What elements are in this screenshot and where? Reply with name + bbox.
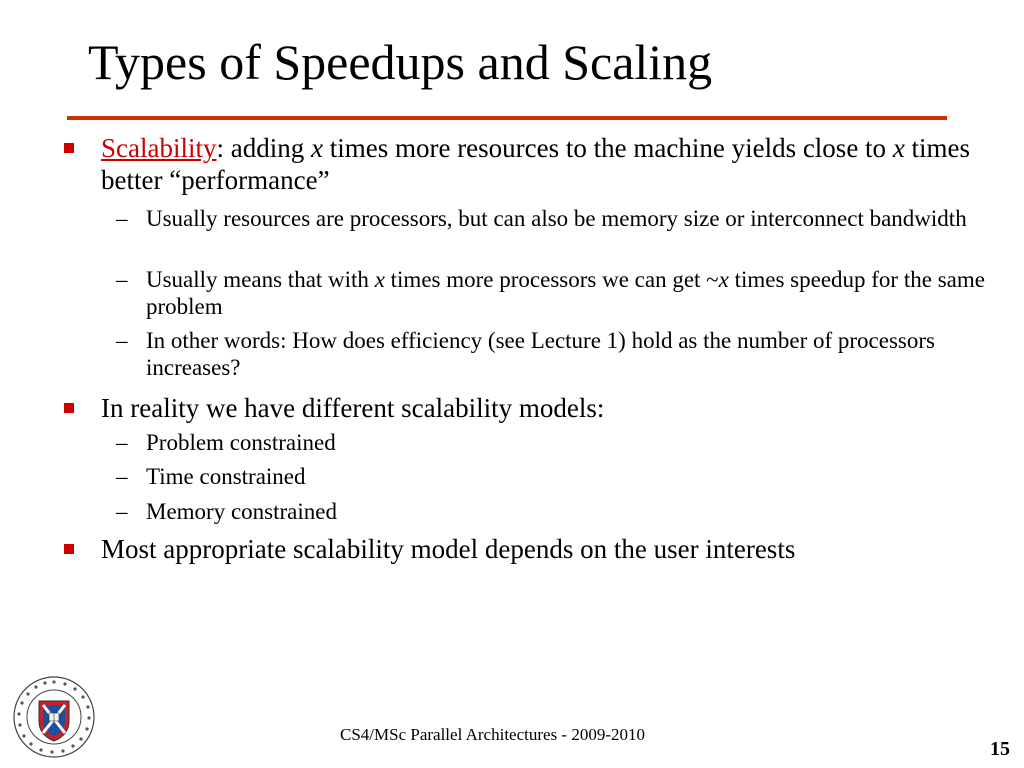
sub-bullet-efficiency (116, 327, 996, 381)
page-number: 15 (990, 738, 1010, 760)
bullet-appropriate-model (101, 533, 981, 565)
sub-bullet-processors (116, 266, 996, 320)
variable-x: x (374, 267, 385, 292)
dash-bullet-icon: – (116, 464, 128, 489)
square-bullet-icon (64, 544, 74, 554)
bullet-text: : adding (216, 133, 311, 163)
sub-bullet-time-constrained (116, 463, 996, 490)
footer-course-label: CS4/MSc Parallel Architectures - 2009-2010 (340, 725, 646, 744)
sub-bullet-text: times speedup for the same problem (146, 267, 985, 319)
sub-bullet-text: Usually means that with (146, 267, 375, 292)
square-bullet-icon (64, 403, 74, 413)
slide-title: Types of Speedups and Scaling (88, 34, 713, 90)
sub-bullet-memory-constrained (116, 498, 996, 525)
dash-bullet-icon: – (116, 430, 128, 455)
variable-x: x (892, 133, 905, 163)
square-bullet-icon (64, 143, 74, 153)
university-crest-icon (12, 675, 96, 759)
bullet-text: times more resources to the machine yields close to (322, 133, 893, 163)
sub-bullet-text: Usually resources are processors, but can also be memory size or interconnect bandwidth (146, 206, 967, 231)
dash-bullet-icon: – (116, 499, 128, 524)
sub-bullet-text: Problem constrained (146, 430, 336, 455)
bullet-text: times better “performance” (101, 133, 971, 195)
dash-bullet-icon: – (116, 206, 128, 231)
sub-bullet-resources (116, 205, 996, 232)
sub-bullet-text: Memory constrained (146, 499, 337, 524)
bullet-scalability-models (101, 392, 981, 424)
dash-bullet-icon: – (116, 328, 128, 353)
variable-x: x (310, 133, 323, 163)
scalability-link[interactable]: Scalability (101, 133, 217, 163)
variable-x: x (718, 267, 729, 292)
bullet-scalability (101, 132, 981, 196)
bullet-text: Most appropriate scalability model depends on the user interests (101, 534, 796, 564)
sub-bullet-text: times more processors we can get ~ (384, 267, 719, 292)
bullet-text: In reality we have different scalability models: (101, 393, 605, 423)
dash-bullet-icon: – (116, 267, 128, 292)
sub-bullet-text: In other words: How does efficiency (see Lecture 1) hold as the number of processors increases? (146, 328, 935, 380)
sub-bullet-text: Time constrained (146, 464, 306, 489)
title-underline (67, 116, 947, 120)
sub-bullet-problem-constrained (116, 429, 996, 456)
